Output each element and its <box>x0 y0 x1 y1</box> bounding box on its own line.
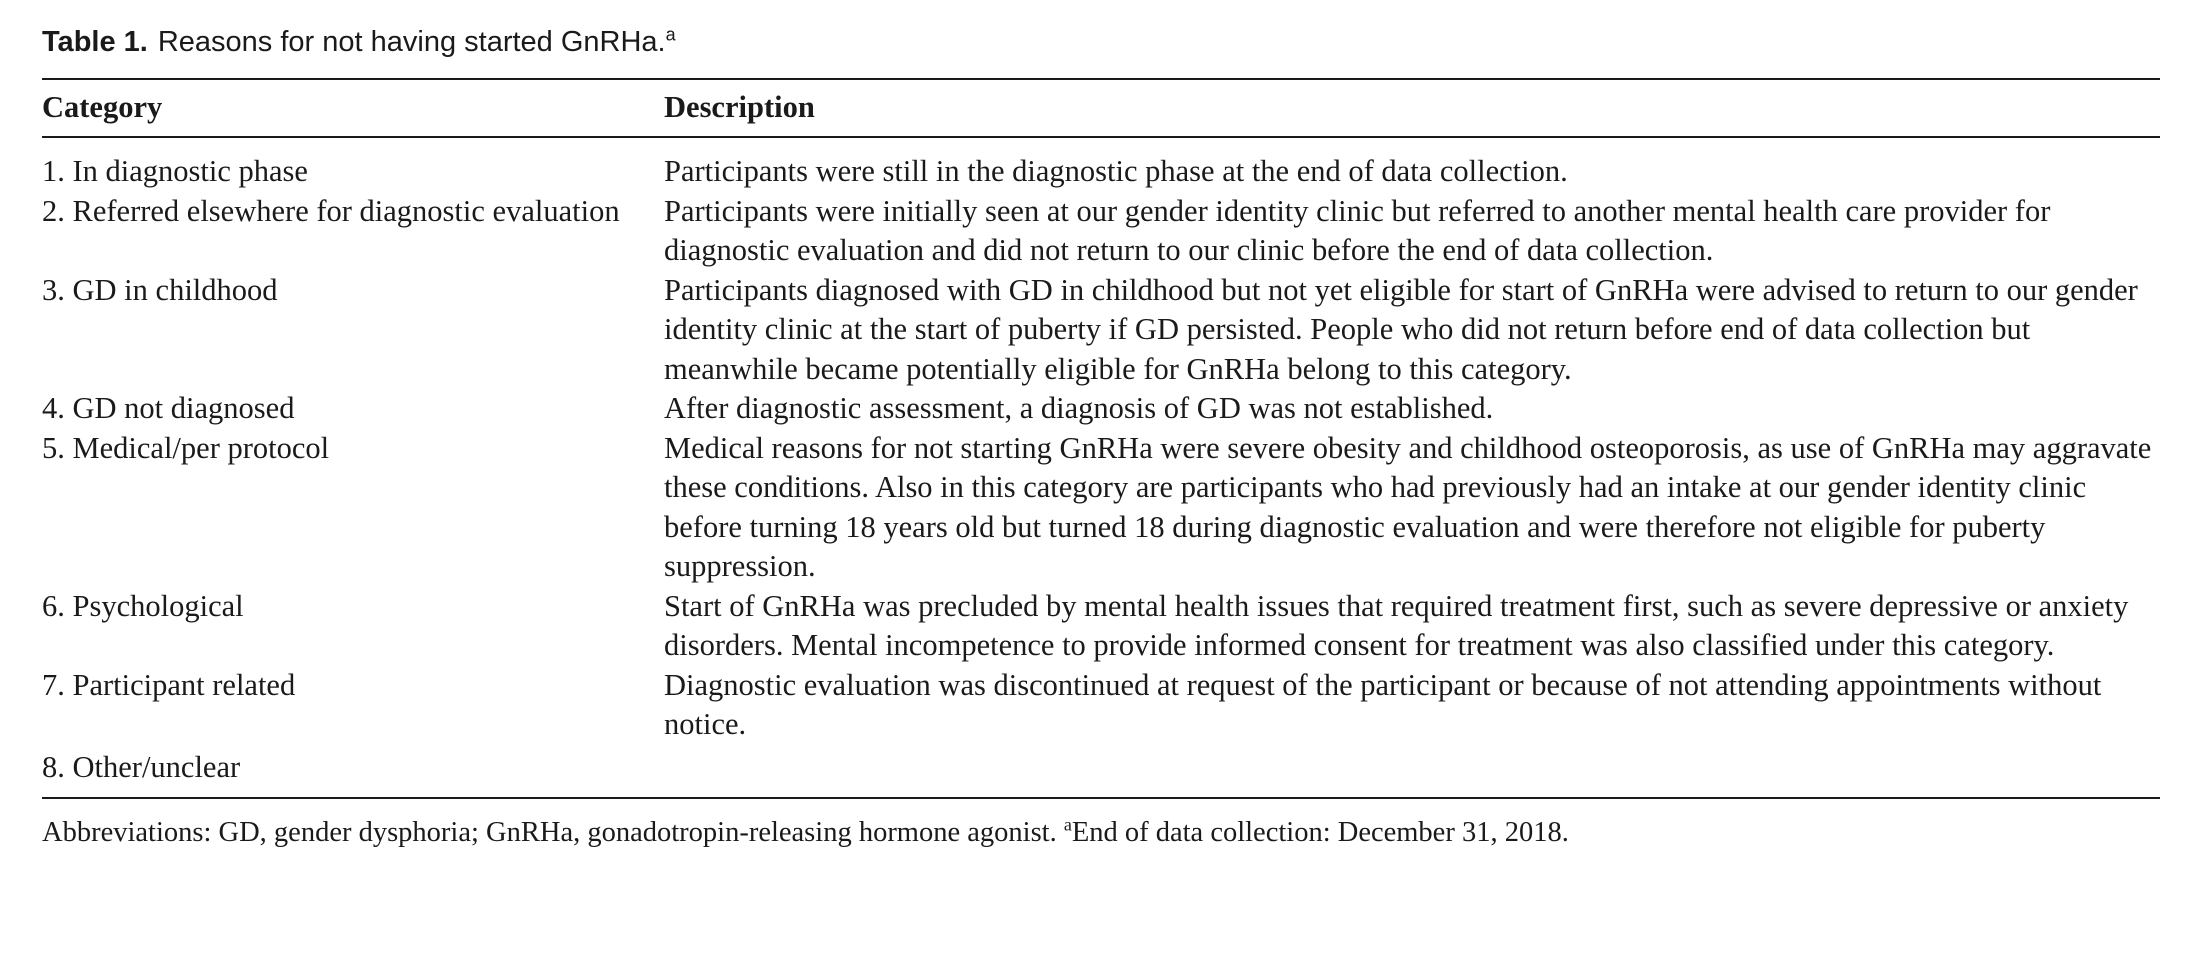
header-description: Description <box>664 79 2160 137</box>
category-cell: 6. Psychological <box>42 588 244 623</box>
table-caption <box>42 22 2160 62</box>
table-row <box>42 429 2160 587</box>
description-cell: Participants diagnosed with GD in childhood but not yet eligible for start of GnRHa were advised to return to our gender identity clinic at the start of puberty if GD persisted. People who did not return before end of data collection but meanwhile became potentially eligible for GnRHa belong to this category. <box>664 272 2138 386</box>
description-cell: Medical reasons for not starting GnRHa were severe obesity and childhood osteoporosis, as use of GnRHa may aggravate these conditions. Also in this category are participants who had previously had an intake at our gender identity clinic before turning 18 years old but turned 18 during diagnostic evaluation and were therefore not eligible for puberty suppression. <box>664 430 2152 583</box>
description-cell: Diagnostic evaluation was discontinued at request of the participant or because of not attending appointments without notice. <box>664 667 2102 741</box>
abbreviations-note: Abbreviations: GD, gender dysphoria; GnRHa, gonadotropin-releasing hormone agonist. <box>42 817 1057 848</box>
table-row <box>42 192 2160 271</box>
category-cell: 7. Participant related <box>42 667 296 702</box>
caption-footnote-marker: a <box>665 24 676 45</box>
header-category: Category <box>42 79 664 137</box>
category-cell: 3. GD in childhood <box>42 272 278 307</box>
table-title: Reasons for not having started GnRHa. <box>157 26 666 58</box>
table-row <box>42 666 2160 745</box>
table-figure <box>42 22 2160 853</box>
category-cell: 5. Medical/per protocol <box>42 430 330 465</box>
table-row <box>42 389 2160 429</box>
table-header <box>42 79 2160 137</box>
description-cell: After diagnostic assessment, a diagnosis of GD was not established. <box>664 391 1494 425</box>
description-cell <box>664 745 2160 799</box>
category-cell: 1. In diagnostic phase <box>42 154 308 188</box>
footnote-marker: a <box>1063 814 1072 835</box>
table-row <box>42 587 2160 666</box>
header-row <box>42 79 2160 137</box>
table-row <box>42 271 2160 390</box>
category-cell: 4. GD not diagnosed <box>42 391 295 425</box>
data-collection-note: End of data collection: December 31, 2018. <box>1071 817 1569 848</box>
table-number: Table 1. <box>42 26 148 58</box>
table-body <box>42 137 2160 798</box>
category-cell: 8. Other/unclear <box>42 745 664 799</box>
description-cell: Start of GnRHa was precluded by mental health issues that required treatment first, such as severe depressive or anxiety disorders. Mental incompetence to provide informed consent for treatment was also classified under this category. <box>664 588 2129 662</box>
table-row <box>42 137 2160 192</box>
description-cell: Participants were initially seen at our gender identity clinic but referred to another mental health care provider for diagnostic evaluation and did not return to our clinic before the end of data collection. <box>664 193 2051 267</box>
description-cell: Participants were still in the diagnostic phase at the end of data collection. <box>664 154 1568 188</box>
category-cell: 2. Referred elsewhere for diagnostic evaluation <box>42 193 620 228</box>
table-row <box>42 745 2160 799</box>
table-footnote <box>42 813 2160 853</box>
reasons-table <box>42 78 2160 799</box>
